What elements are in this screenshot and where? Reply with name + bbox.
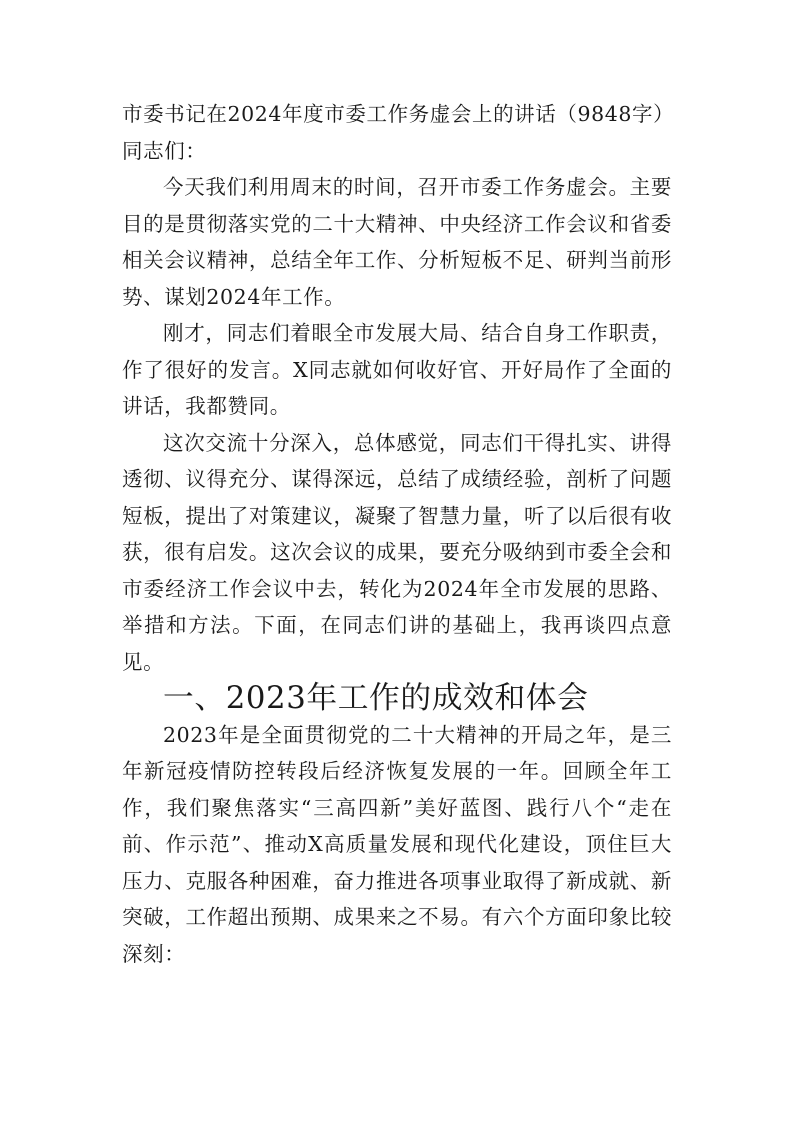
paragraph-section-intro: 2023年是全面贯彻党的二十大精神的开局之年，是三年新冠疫情防控转段后经济恢复发展的一年。回顾全年工作，我们聚焦落实“三高四新”美好蓝图、践行八个“走在前、作示范”、推动X高质量发展和现代化建设，顶住巨大压力、克服各种困难，奋力推进各项事业取得了新成就、新突破，工作超出预期、成果来之不易。有六个方面印象比较深刻： (122, 722, 672, 966)
document-title: 市委书记在2024年度市委工作务虚会上的讲话（9848字） (122, 102, 675, 126)
section-heading: 一、2023年工作的成效和体会 (163, 680, 589, 716)
paragraph-summary: 这次交流十分深入，总体感觉，同志们干得扎实、讲得透彻、议得充分、谋得深远，总结了成绩经验，剖析了问题短板，提出了对策建议，凝聚了智慧力量，听了以后很有收获，很有启发。这次会议的成果，要充分吸纳到市委全会和市委经济工作会议中去，转化为2024年全市发展的思路、举措和方法。下面，在同志们讲的基础上，我再谈四点意见。 (122, 430, 672, 674)
paragraph-remarks: 刚才，同志们着眼全市发展大局、结合自身工作职责，作了很好的发言。X同志就如何收好官、开好局作了全面的讲话，我都赞同。 (122, 321, 672, 418)
paragraph-opening: 今天我们利用周末的时间，召开市委工作务虚会。主要目的是贯彻落实党的二十大精神、中央经济工作会议和省委相关会议精神，总结全年工作、分析短板不足、研判当前形势、谋划2024年工作。 (122, 175, 672, 309)
document-body (122, 96, 675, 972)
salutation: 同志们： (122, 138, 207, 163)
